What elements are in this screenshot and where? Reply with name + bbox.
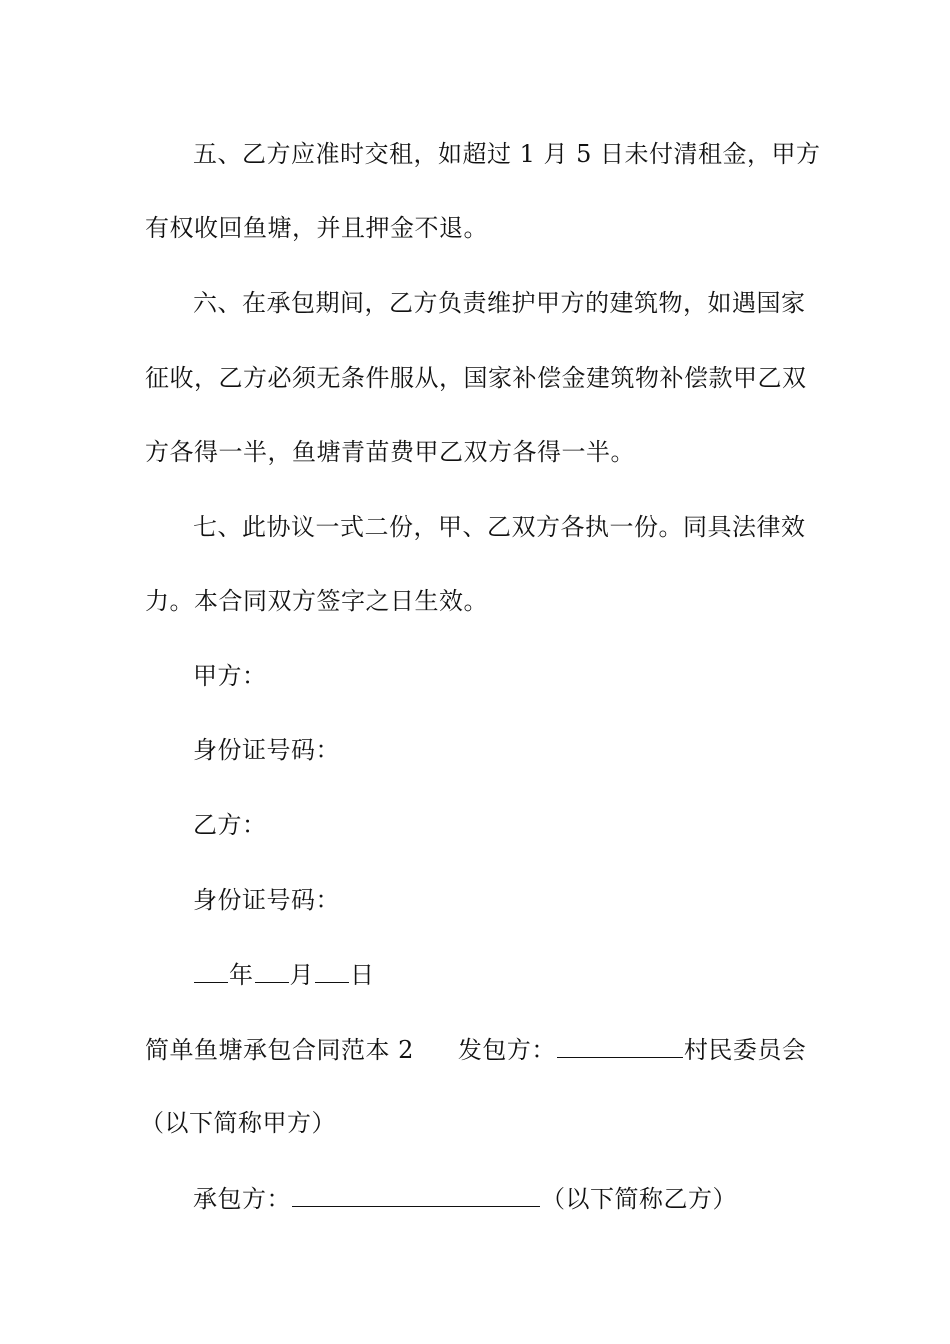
- contract2-header-line: [145, 1033, 815, 1066]
- party-b-signature: 乙方：: [193, 811, 267, 839]
- clause-five-line-2: 有权收回鱼塘，并且押金不退。: [145, 214, 488, 242]
- date-month-label: 月: [289, 961, 314, 989]
- party-a-signature: 甲方：: [193, 662, 267, 690]
- contract2-title: 简单鱼塘承包合同范本 2: [145, 1036, 414, 1064]
- clause-seven-line-1: 七、此协议一式二份，甲、乙双方各执一份。同具法律效: [193, 513, 806, 541]
- clause-six-line-1: 六、在承包期间，乙方负责维护甲方的建筑物，如遇国家: [193, 289, 806, 317]
- date-year-label: 年: [229, 961, 254, 989]
- clause-six-line-2: 征收，乙方必须无条件服从，国家补偿金建筑物补偿款甲乙双: [145, 364, 807, 392]
- issuer-name-blank: [557, 1033, 683, 1058]
- contractor-label: 承包方：: [193, 1185, 291, 1213]
- contractor-name-blank: [292, 1182, 540, 1207]
- month-blank: [255, 958, 289, 983]
- date-day-label: 日: [350, 961, 375, 989]
- clause-five-line-1: 五、乙方应准时交租，如超过 1 月 5 日未付清租金，甲方: [193, 140, 821, 168]
- issuer-label: 发包方：: [457, 1036, 556, 1064]
- contractor-line: [193, 1182, 815, 1215]
- clause-six-line-3: 方各得一半，鱼塘青苗费甲乙双方各得一半。: [145, 438, 635, 466]
- contractor-note: （以下简称乙方）: [541, 1185, 737, 1213]
- issuer-note: （以下简称甲方）: [140, 1109, 336, 1137]
- issuer-suffix: 村民委员会: [683, 1036, 807, 1064]
- day-blank: [315, 958, 349, 983]
- signing-date: [193, 958, 815, 991]
- clause-seven-line-2: 力。本合同双方签字之日生效。: [145, 587, 488, 615]
- year-blank: [194, 958, 228, 983]
- party-a-id-number: 身份证号码：: [193, 736, 340, 764]
- party-b-id-number: 身份证号码：: [193, 886, 340, 914]
